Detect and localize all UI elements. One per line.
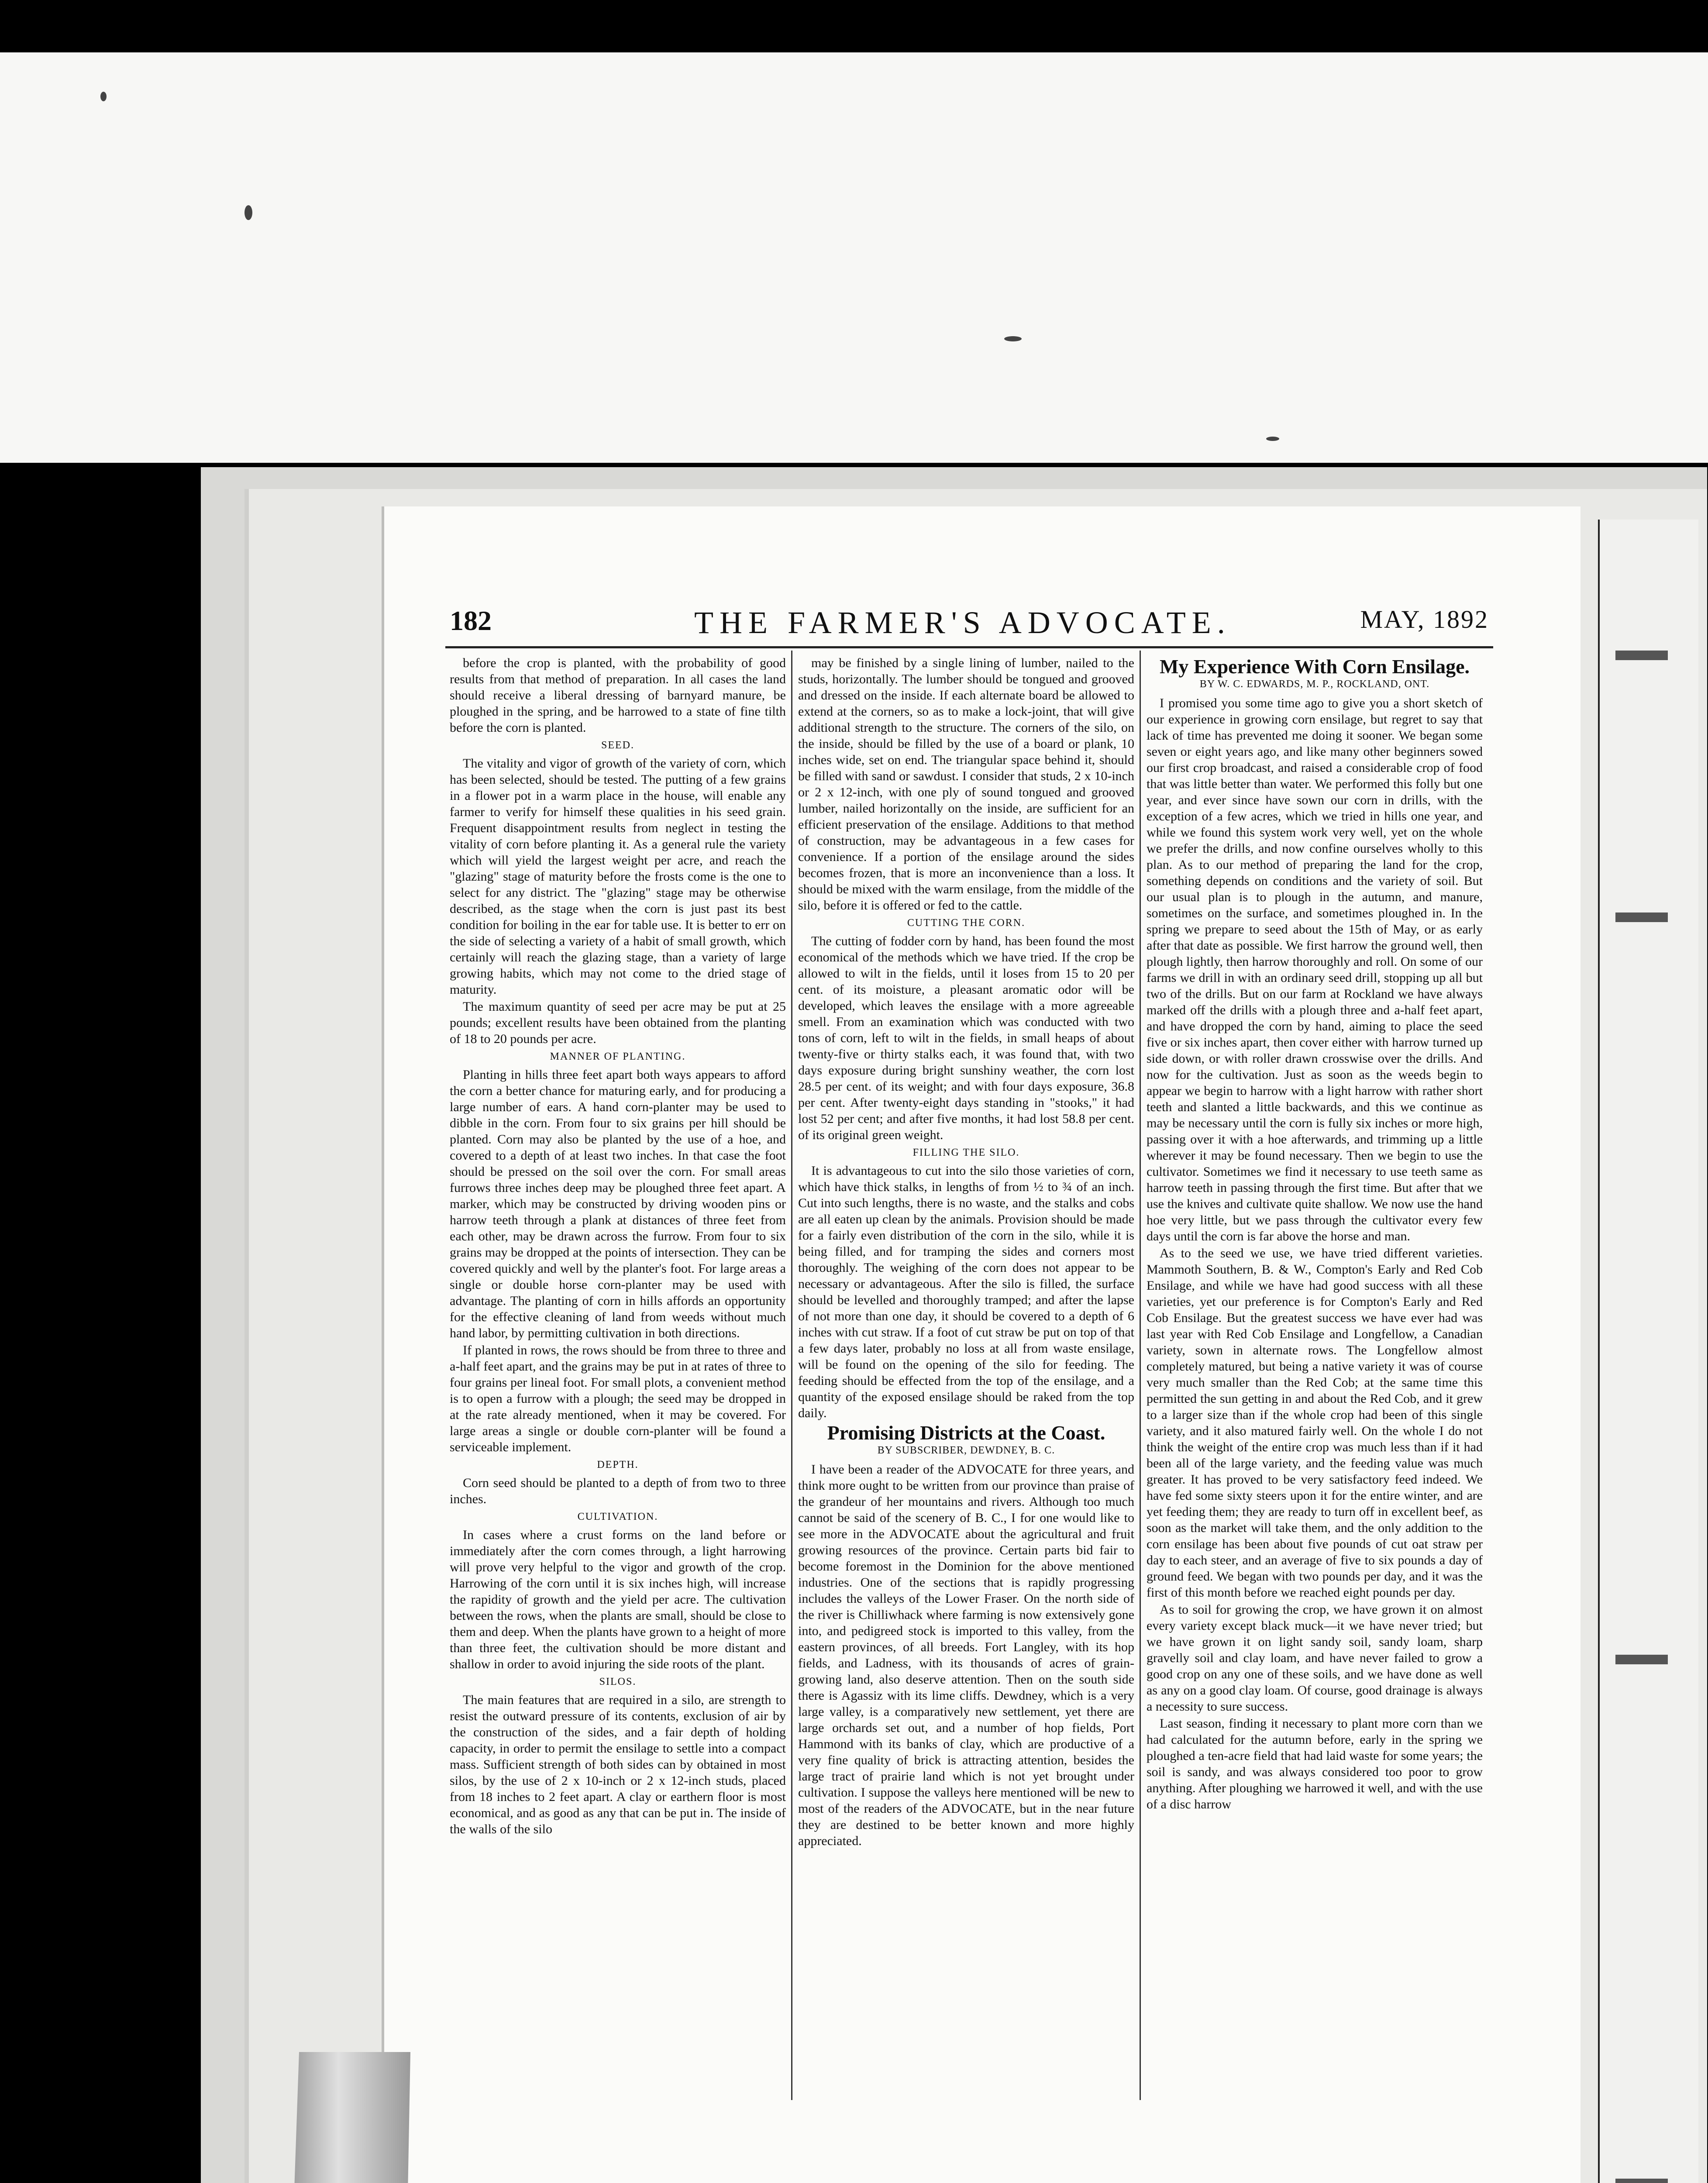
article-title-corn-ensilage: My Experience With Corn Ensilage. — [1159, 655, 1470, 678]
column-1 — [450, 655, 786, 1838]
paragraph: I promised you some time ago to give you a short sketch of our experience in growing corn ensilage, but regret to say that lack of time has prevented me doing it sooner. We began some seven or eight years ago, and like many other beginners sowed our first crop broadcast, and raised a considerable crop of food that was little better than water. We performed this folly but one year, and ever since have sown our corn in drills, with the exception of a few acres, which we tried in hills one year, and while we found this system work very well, yet on the whole we prefer the drills, and now confine ourselves wholly to this plan. As to our method of preparing the land for the crop, something depends on conditions and the variety of soil. But our usual plan is to plough in the autumn, and manure, sometimes on the surface, and sometimes ploughed in. In the spring we prepare to seed about the 15th of May, or as early after that date as possible. We first harrow the ground well, then plough lightly, then harrow thoroughly and roll. On some of our farms we drill in with an ordinary seed drill, stopping up all but two of the drills. But on our farm at Rockland we have always marked off the drills with a plough three and a-half feet apart, and have dropped the corn by hand, aiming to place the seed five or six inches apart, then cover either with harrow turned up side down, or with roller drawn crosswise over the drills. And now for the cultivation. Just as soon as the weeds begin to appear we begin to harrow with a light harrow with rather short teeth and slanted a little backwards, and this we continue as may be necessary until the corn is fully six inches or more high, passing over it with a hoe afterwards, and trimming up a little wherever it may be found necessary. Then we begin to use the cultivator. Sometimes we find it necessary to use teeth same as harrow teeth in passing through the first time. But after that we use the knives and cultivate quite shallow. We now use the hand hoe very little, but we pass through the cultivator every few days until the corn is far above the horse and man. — [1147, 696, 1483, 1243]
paragraph: may be finished by a single lining of lumber, nailed to the studs, horizontally. The lumber should be tongued and grooved and dressed on the inside. If each alternate board be allowed to extend at the corners, so as to make a lock-joint, that will give additional strength to the structure. The corners of the silo, on the inside, should be filled by the use of a board or plank, 10 inches wide, set on end. The triangular space behind it, should be filled with sand or sawdust. I consider that studs, 2 x 10-inch or 2 x 12-inch, with one ply of sound tongued and grooved lumber, nailed horizontally on the inside, are sufficient for an efficient preservation of the ensilage. Additions to that method of construction, may be advantageous in a few cases for convenience. If a portion of the ensilage around the sides becomes frozen, that is more an inconvenience than a loss. It should be mixed with the warm ensilage, from the middle of the silo, before it is offered or fed to the cattle. — [798, 656, 1134, 912]
article-byline: BY W. C. EDWARDS, M. P., ROCKLAND, ONT. — [1199, 678, 1430, 690]
paragraph: As to the seed we use, we have tried different varieties. Mammoth Southern, B. & W., Compton's Early and Red Cob Ensilage, and while we have had good success with all these varieties, yet our preference is for Compton's Early and Red Cob Ensilage. But the greatest success we have ever had was last year with Red Cob Ensilage and Longfellow, a Canadian variety, sown in alternate rows. The Longfellow almost completely matured, but being a native variety it was of course very much smaller than the Red Cob; at the same time this permitted the sun getting in and about the Red Cob, and it grew to a larger size than if the whole crop had been of this single variety, and it also matured fairly well. On the whole I do not think the weight of the entire crop was much less than if it had been all of the large variety, and the feeding value was much greater. It has proved to be very satisfactory feed indeed. We have fed some sixty steers upon it for the entire winter, and are yet feeding them; they are ready to turn off in excellent beef, as soon as the market will take them, and the only addition to the corn ensilage has been about five pounds of cut oat straw per day to each steer, and an average of five to six pounds a day of ground feed. We began with two pounds per day, and it was the first of this month before we reached eight pounds per day. — [1147, 1246, 1483, 1600]
facing-page-text-fragment — [1615, 1655, 1668, 1664]
page-header — [450, 605, 1489, 644]
paragraph: Planting in hills three feet apart both ways appears to afford the corn a better chance for maturing early, and for producing a large number of ears. A hand corn-planter may be used to dibble in the corn. From four to six grains per hill should be planted. Corn may also be planted by the use of a hoe, and covered to a depth of at least two inches. In that case the foot should be pressed on the soil over the corn. For small areas furrows three inches deep may be ploughed three feet apart. A marker, which may be constructed by driving wooden pins or harrow teeth through a plank at distances of three feet from each other, may be drawn across the furrow. From four to six grains may be dropped at the points of intersection. They can be covered quickly and well by the planter's foot. For large areas a single or double horse corn-planter may be used with advantage. The planting of corn in hills affords an opportunity for the effective cleaning of land from weeds without much hand labor, by permitting cultivation in both directions. — [450, 1067, 786, 1340]
facing-page-text-fragment — [1615, 651, 1668, 660]
section-heading-seed: SEED. — [601, 740, 634, 751]
paragraph: Corn seed should be planted to a depth of from two to three inches. — [450, 1476, 786, 1506]
paragraph: If planted in rows, the rows should be from three to three and a-half feet apart, and the grains may be put in at rates of three to four grains per lineal foot. For small plots, a convenient method is to open a furrow with a plough; the seed may be dropped in at the rate already mentioned, when it may be covered. For large areas a single or double corn-planter will be found a serviceable implement. — [450, 1343, 786, 1454]
scan-background-top — [0, 52, 1708, 463]
paragraph: The cutting of fodder corn by hand, has been found the most economical of the methods which we have tried. If the crop be allowed to wilt in the fields, until it loses from 15 to 20 per cent. of its moisture, a pleasant aromatic odor will be developed, which leaves the ensilage with a more agreeable smell. From an examination which was conducted with two tons of corn, left to wilt in the fields, in small heaps of about twenty-five or thirty stalks each, it was found that, with two days exposure during bright sunshiny weather, the corn lost 28.5 per cent. of its weight; and with four days exposure, 36.8 per cent. After twenty-eight days standing in "stooks," it had lost 52 per cent; and after five months, it had lost 58.8 per cent. of its original green weight. — [798, 934, 1134, 1142]
page-number: 182 — [450, 605, 492, 636]
paragraph: I have been a reader of the ADVOCATE for three years, and think more ought to be written from our province than praise of the grandeur of her mountains and rivers. Although too much cannot be said of the scenery of B. C., I for one would like to see more in the ADVOCATE about the agricultural and fruit growing resources of the province. Certain parts bid fair to become foremost in the Dominion for the above mentioned industries. One of the sections that is rapidly progressing includes the valleys of the Lower Fraser. On the north side of the river is Chilliwhack where farming is now extensively gone into, and pedigreed stock is imported to this valley, from the eastern provinces, of all breeds. Fort Langley, with its hop fields, and Ladness, with its thousands of acres of grain-growing land, also deserve attention. Then on the south side there is Agassiz with its lime cliffs. Dewdney, which is a very large valley, is a comparatively new settlement, yet there are large orchards set out, and a number of hop fields, Port Hammond with its banks of clay, which are productive of a very fine quality of brick is attracting attention, besides the large tract of prairie land which is not yet brought under cultivation. I suppose the valleys here mentioned will be new to most of the readers of the ADVOCATE, but in the near future they are destined to be better known and more highly appreciated. — [798, 1462, 1134, 1848]
section-heading-cultivation: CULTIVATION. — [577, 1511, 658, 1522]
paragraph: In cases where a crust forms on the land before or immediately after the corn comes through, a light harrowing will prove very helpful to the vigor and growth of the crop. Harrowing of the corn until it is six inches high, will increase the rapidity of growth and the yield per acre. The cultivation between the rows, when the plants are small, should be close to them and deep. When the plants have grown to a height of more than three feet, the cultivation should be more distant and shallow in order to avoid injuring the side roots of the plant. — [450, 1528, 786, 1671]
ink-speck — [244, 205, 252, 220]
paragraph: The vitality and vigor of growth of the variety of corn, which has been selected, should be tested. The putting of a few grains in a flower pot in a warm place in the house, will enable any farmer to verify for himself these qualities in his seed grain. Frequent disappointment results from neglect in testing the vitality of corn before planting it. As a general rule the variety which will yield the largest weight per acre, and reach the "glazing" stage of maturity before the frosts come is the one to select for any district. The "glazing" stage may be otherwise described, as the stage when the corn is just past its best condition for boiling in the ear for table use. It is better to err on the side of selecting a variety of a habit of small growth, which certainly will reach the glazing stage, than a variety of large growing habits, which may not come to the dried stage of maturity. — [450, 756, 786, 997]
ink-speck — [100, 92, 107, 101]
header-rule — [445, 646, 1493, 648]
paragraph: The main features that are required in a silo, are strength to resist the outward pressure of its contents, exclusion of air by the construction of the sides, and a fair depth of holding capacity, in order to permit the ensilage to settle into a compact mass. Sufficient strength of both sides can by obtained in most silos, by the use of 2 x 10-inch or 2 x 12-inch studs, placed from 18 inches to 2 feet apart. A clay or earthern floor is most economical, and as good as any that can be put in. The inside of the walls of the silo — [450, 1693, 786, 1836]
paragraph: Last season, finding it necessary to plant more corn than we had calculated for the autumn before, early in the spring we ploughed a ten-acre field that had laid waste for some years; the soil is sandy, and was always considered too poor to grow anything. After ploughing we harrowed it well, and with the use of a disc harrow — [1147, 1716, 1483, 1811]
paragraph: before the crop is planted, with the probability of good results from that method of preparation. In all cases the land should receive a liberal dressing of barnyard manure, be ploughed in the spring, and be harrowed to a state of fine tilth before the corn is planted. — [450, 656, 786, 735]
column-rule — [1140, 651, 1141, 2100]
section-heading-cutting-the-corn: CUTTING THE CORN. — [907, 917, 1026, 929]
section-heading-manner-of-planting: MANNER OF PLANTING. — [550, 1051, 686, 1062]
section-heading-silos: SILOS. — [599, 1676, 637, 1687]
metal-page-clamp — [279, 2052, 410, 2183]
facing-page-strip — [1598, 520, 1698, 2183]
facing-page-rule — [1598, 520, 1600, 2183]
article-title-promising-districts: Promising Districts at the Coast. — [827, 1422, 1105, 1444]
column-rule — [791, 651, 792, 2100]
facing-page-text-fragment — [1615, 912, 1668, 922]
section-heading-depth: DEPTH. — [597, 1459, 639, 1470]
column-3 — [1147, 655, 1483, 1813]
ink-speck — [1266, 437, 1279, 441]
paragraph: It is advantageous to cut into the silo those varieties of corn, which have thick stalks, in lengths of from ½ to ¾ of an inch. Cut into such lengths, there is no waste, and the stalks and cobs are all eaten up clean by the animals. Provision should be made for a fairly even distribution of the corn in the silo, while it is being filled, and for tramping the sides and corners most thoroughly. The weighing of the corn does not appear to be necessary or advantageous. After the silo is filled, the surface should be levelled and thoroughly tramped; and after the lapse of not more than one day, it should be covered to a depth of 6 inches with cut straw. If a foot of cut straw be put on top of that a few days later, probably no loss at all from waste ensilage, will be found on the opening of the silo for feeding. The feeding should be effected from the top of the ensilage, and a quantity of the exposed ensilage should be raked from the top daily. — [798, 1164, 1134, 1420]
facing-page-text-fragment — [1615, 2179, 1668, 2183]
section-heading-filling-the-silo: FILLING THE SILO. — [913, 1147, 1020, 1158]
paragraph: The maximum quantity of seed per acre may be put at 25 pounds; excellent results have been obtained from the planting of 18 to 20 pounds per acre. — [450, 999, 786, 1046]
masthead-title: THE FARMER'S ADVOCATE. — [694, 605, 1231, 640]
column-2 — [798, 655, 1134, 1850]
ink-speck — [1004, 336, 1022, 341]
issue-date: MAY, 1892 — [1360, 605, 1489, 634]
paragraph: As to soil for growing the crop, we have grown it on almost every variety except black muck—it we have never tried; but we have grown it on light sandy soil, sandy loam, sharp gravelly soil and clay loam, and have never failed to grow a good crop on any one of these soils, and we have done as well as any on a good clay loam. Of course, good drainage is always a necessity to sure success. — [1147, 1602, 1483, 1714]
article-byline: BY SUBSCRIBER, DEWDNEY, B. C. — [877, 1445, 1055, 1456]
